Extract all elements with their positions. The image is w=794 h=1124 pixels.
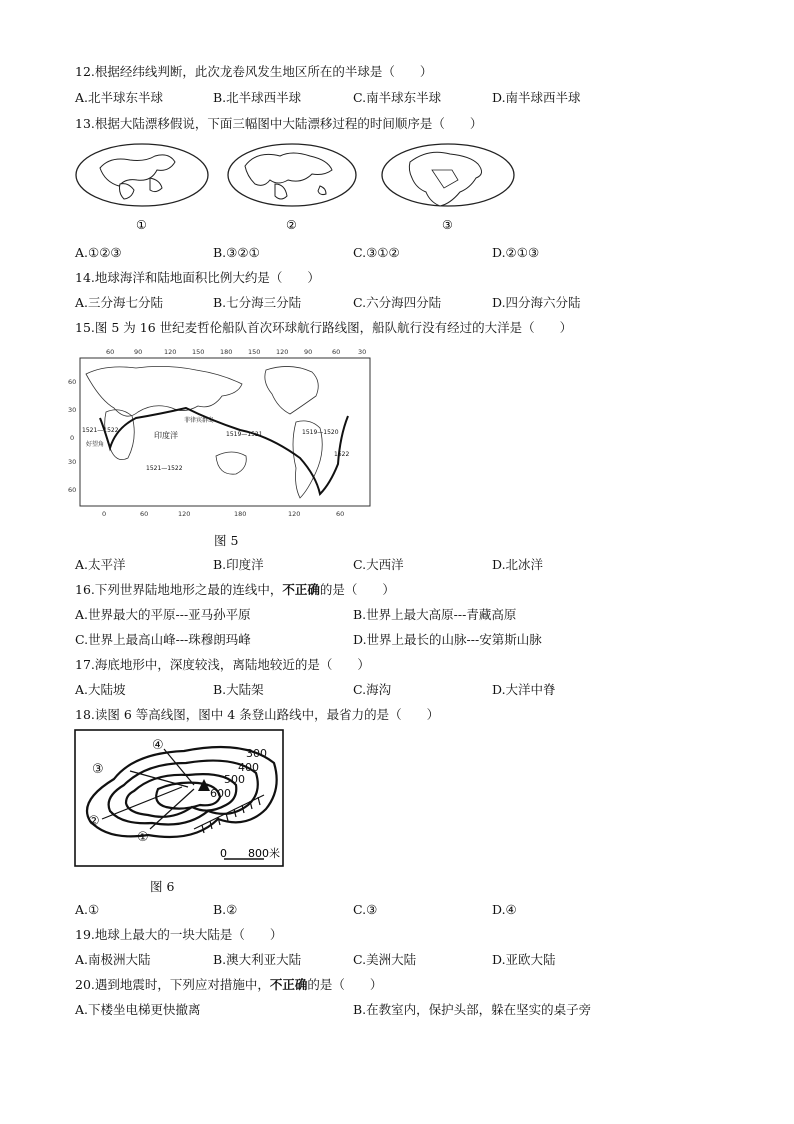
svg-text:120: 120 xyxy=(288,510,301,518)
scale-end: 800米 xyxy=(248,847,280,860)
svg-text:180: 180 xyxy=(234,510,247,518)
drift-map-3 xyxy=(382,144,514,232)
drift-map-1 xyxy=(76,144,208,232)
svg-text:600: 600 xyxy=(210,787,231,800)
q15-option-d[interactable]: D.北冰洋 xyxy=(492,557,544,572)
q20-option-a[interactable]: A.下楼坐电梯更快撤离 xyxy=(75,1002,201,1017)
svg-text:1522: 1522 xyxy=(334,451,350,458)
drift-map-label-1: ① xyxy=(136,218,147,232)
svg-text:300: 300 xyxy=(246,747,267,760)
svg-text:1521—1522: 1521—1522 xyxy=(82,427,119,434)
q18-option-b[interactable]: B.② xyxy=(213,902,238,917)
svg-text:60: 60 xyxy=(106,348,115,356)
svg-text:180: 180 xyxy=(220,348,233,356)
q13-option-c[interactable]: C.③①② xyxy=(353,245,400,260)
q19-option-b[interactable]: B.澳大利亚大陆 xyxy=(213,952,302,967)
question-20-stem xyxy=(75,977,382,993)
philippines-label: 菲律宾群岛 xyxy=(184,417,215,424)
svg-text:60: 60 xyxy=(332,348,341,356)
map-left-ticks xyxy=(68,378,76,494)
svg-text:1519—1520: 1519—1520 xyxy=(302,429,339,436)
q18-option-d[interactable]: D.④ xyxy=(492,902,517,917)
good-hope-label: 好望角 xyxy=(86,441,105,448)
question-16-stem xyxy=(75,582,395,598)
svg-text:120: 120 xyxy=(276,348,289,356)
question-12-stem: 12.根据经纬线判断，此次龙卷风发生地区所在的半球是（ ） xyxy=(75,64,433,79)
svg-text:②: ② xyxy=(88,814,100,829)
q16-stem-emphasis: 不正确 xyxy=(282,582,320,597)
indian-ocean-label: 印度洋 xyxy=(154,431,178,440)
svg-text:60: 60 xyxy=(68,486,77,494)
q17-option-d[interactable]: D.大洋中脊 xyxy=(492,682,556,697)
svg-text:60: 60 xyxy=(336,510,345,518)
figure-6-caption: 图 6 xyxy=(150,879,175,894)
question-14-stem: 14.地球海洋和陆地面积比例大约是（ ） xyxy=(75,270,320,285)
q13-option-b[interactable]: B.③②① xyxy=(213,245,260,260)
q16-option-a[interactable]: A.世界最大的平原---亚马孙平原 xyxy=(75,607,251,622)
q14-option-c[interactable]: C.六分海四分陆 xyxy=(353,295,442,310)
svg-text:150: 150 xyxy=(248,348,261,356)
question-17-stem: 17.海底地形中，深度较浅，离陆地较近的是（ ） xyxy=(75,657,370,672)
svg-text:④: ④ xyxy=(152,738,164,753)
svg-text:150: 150 xyxy=(192,348,205,356)
svg-text:60: 60 xyxy=(140,510,149,518)
q14-option-d[interactable]: D.四分海六分陆 xyxy=(492,295,581,310)
q12-option-a[interactable]: A.北半球东半球 xyxy=(75,90,164,105)
q18-option-a[interactable]: A.① xyxy=(75,902,100,917)
q14-option-a[interactable]: A.三分海七分陆 xyxy=(75,295,164,310)
svg-text:1521—1522: 1521—1522 xyxy=(146,465,183,472)
scale-start: 0 xyxy=(220,847,227,860)
continental-drift-maps xyxy=(70,140,530,236)
svg-text:120: 120 xyxy=(164,348,177,356)
q17-option-a[interactable]: A.大陆坡 xyxy=(75,682,126,697)
svg-text:400: 400 xyxy=(238,761,259,774)
q16-stem-tail: 的是（ ） xyxy=(319,582,395,597)
q18-option-c[interactable]: C.③ xyxy=(353,902,378,917)
svg-text:③: ③ xyxy=(92,762,104,777)
q19-option-a[interactable]: A.南极洲大陆 xyxy=(75,952,151,967)
q20-stem-emphasis: 不正确 xyxy=(269,977,308,992)
svg-text:90: 90 xyxy=(134,348,143,356)
q16-stem-text: 16.下列世界陆地地形之最的连线中， xyxy=(75,582,283,597)
q14-option-b[interactable]: B.七分海三分陆 xyxy=(213,295,302,310)
svg-text:90: 90 xyxy=(304,348,313,356)
q15-option-a[interactable]: A.太平洋 xyxy=(75,557,126,572)
svg-text:0: 0 xyxy=(102,510,107,518)
question-13-stem: 13.根据大陆漂移假说，下面三幅图中大陆漂移过程的时间顺序是（ ） xyxy=(75,116,483,131)
q17-option-c[interactable]: C.海沟 xyxy=(353,682,392,697)
q15-option-c[interactable]: C.大西洋 xyxy=(353,557,404,572)
q13-option-a[interactable]: A.①②③ xyxy=(75,245,122,260)
q19-option-d[interactable]: D.亚欧大陆 xyxy=(492,952,556,967)
drift-map-label-2: ② xyxy=(286,218,297,232)
q15-option-b[interactable]: B.印度洋 xyxy=(213,557,264,572)
q12-option-d[interactable]: D.南半球西半球 xyxy=(492,90,581,105)
q16-option-d[interactable]: D.世界上最长的山脉---安第斯山脉 xyxy=(353,632,542,647)
svg-text:500: 500 xyxy=(224,773,245,786)
q17-option-b[interactable]: B.大陆架 xyxy=(213,682,264,697)
question-15-stem: 15.图 5 为 16 世纪麦哲伦船队首次环球航行路线图，船队航行没有经过的大洋是（ ） xyxy=(75,320,573,335)
drift-map-label-3: ③ xyxy=(442,218,453,232)
figure-5-caption: 图 5 xyxy=(214,533,239,548)
svg-text:①: ① xyxy=(137,830,149,845)
q12-option-b[interactable]: B.北半球西半球 xyxy=(213,90,302,105)
svg-text:30: 30 xyxy=(68,406,77,414)
q20-option-b[interactable]: B.在教室内，保护头部，躲在坚实的桌子旁 xyxy=(353,1002,592,1017)
map-top-ticks xyxy=(106,348,366,356)
question-19-stem: 19.地球上最大的一块大陆是（ ） xyxy=(75,927,283,942)
svg-text:1519—1521: 1519—1521 xyxy=(226,431,263,438)
q20-stem-tail: 的是（ ） xyxy=(307,977,383,992)
svg-text:120: 120 xyxy=(178,510,191,518)
q20-stem-text: 20.遇到地震时，下列应对措施中， xyxy=(75,977,270,992)
svg-text:0: 0 xyxy=(70,434,75,442)
q19-option-c[interactable]: C.美洲大陆 xyxy=(353,952,417,967)
q16-option-b[interactable]: B.世界上最大高原---青藏高原 xyxy=(353,607,517,622)
map-bottom-ticks xyxy=(102,510,344,518)
contour-map xyxy=(74,729,286,869)
question-18-stem: 18.读图 6 等高线图，图中 4 条登山路线中，最省力的是（ ） xyxy=(75,707,440,722)
magellan-route-map xyxy=(66,346,386,522)
q12-option-c[interactable]: C.南半球东半球 xyxy=(353,90,442,105)
drift-map-2 xyxy=(228,144,356,232)
q16-option-c[interactable]: C.世界上最高山峰---珠穆朗玛峰 xyxy=(75,632,251,647)
svg-text:30: 30 xyxy=(358,348,367,356)
svg-text:30: 30 xyxy=(68,458,77,466)
q13-option-d[interactable]: D.②①③ xyxy=(492,245,540,260)
svg-text:60: 60 xyxy=(68,378,77,386)
